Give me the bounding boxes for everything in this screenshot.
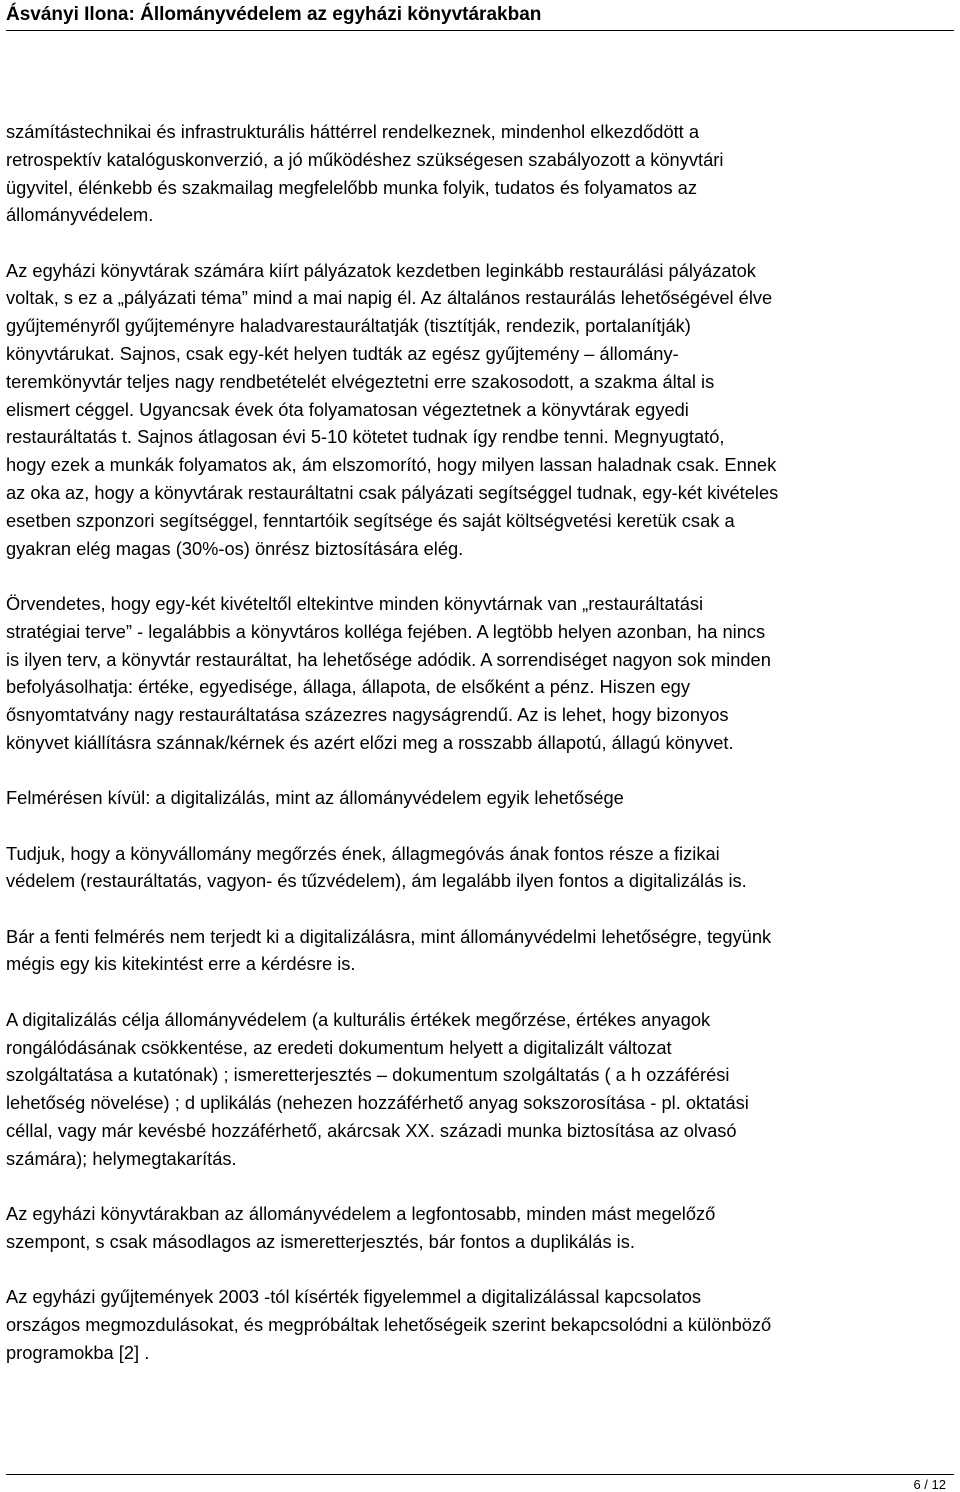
text-line: mégis egy kis kitekintést erre a kérdésre is. [6,953,356,975]
text-line: Örvendetes, hogy egy-két kivételtől eltekintve minden könyvtárnak van „restauráltatási [6,592,704,614]
text-line: Az egyházi gyűjtemények 2003 -tól kísérték figyelemmel a digitalizálással kapcsolatos [6,1286,702,1308]
text-line: gyakran elég magas (30%-os) önrész biztosítására elég. [6,537,464,559]
paragraph-4 [6,840,954,896]
page-number: 6 / 12 [913,1477,946,1492]
text-line: szempont, s csak másodlagos az ismeretterjesztés, bár fontos a duplikálás is. [6,1230,635,1252]
text-line: ősnyomtatvány nagy restauráltatása százezres nagyságrendű. Az is lehet, hogy bizonyos [6,704,729,726]
text-line: restauráltatás t. Sajnos átlagosan évi 5-10 kötetet tudnak így rendbe tenni. Megnyugtató, [6,426,725,448]
text-line: gyűjteményről gyűjteményre haladvarestauráltatják (tisztítják, rendezik, portalanítják) [6,315,691,337]
text-line: Az egyházi könyvtárak számára kiírt pályázatok kezdetben leginkább restaurálási pályázatok [6,259,756,281]
text-line: az oka az, hogy a könyvtárak restauráltatni csak pályázati segítséggel tudnak, egy-két kivételes [6,482,779,504]
text-line: retrospektív katalóguskonverzió, a jó működéshez szükségesen szabályozott a könyvtári [6,148,724,170]
page-header [6,0,954,31]
text-line: szolgáltatása a kutatónak) ; ismeretterjesztés – dokumentum szolgáltatás ( a h ozzáférési [6,1064,730,1086]
text-line: A digitalizálás célja állományvédelem (a kulturális értékek megőrzése, értékes anyagok [6,1008,711,1030]
text-line: elismert céggel. Ugyancsak évek óta folyamatosan végeztetnek a könyvtárak egyedi [6,398,689,420]
text-line: számára); helymegtakarítás. [6,1147,237,1169]
text-line: céllal, vagy már kevésbé hozzáférhető, akárcsak XX. századi munka biztosítása az olvasó [6,1119,737,1141]
text-line: hogy ezek a munkák folyamatos ak, ám elszomorító, hogy milyen lassan haladnak csak. Ennek [6,454,777,476]
paragraph-1 [6,118,954,229]
paragraph-6 [6,1006,954,1173]
text-line: számítástechnikai és infrastrukturális háttérrel rendelkeznek, mindenhol elkezdődött a [6,121,700,142]
document-title: Ásványi Ilona: Állományvédelem az egyházi könyvtárakban [6,4,542,25]
paragraph-8 [6,1283,954,1366]
text-line: Felmérésen kívül: a digitalizálás, mint az állományvédelem egyik lehetősége [6,787,624,809]
text-line: stratégiai terve” - legalábbis a könyvtáros kolléga fejében. A legtöbb helyen azonban, ha nincs [6,620,766,642]
text-line: állományvédelem. [6,204,154,226]
text-line: országos megmozdulásokat, és megpróbáltak lehetőségeik szerint bekapcsolódni a különböző [6,1313,772,1335]
text-line: befolyásolhatja: értéke, egyedisége, állaga, állapota, de elsőként a pénz. Hiszen egy [6,676,690,698]
text-line: programokba [2] . [6,1341,150,1363]
paragraph-7 [6,1200,954,1256]
text-line: rongálódásának csökkentése, az eredeti dokumentum helyett a digitalizált változat [6,1036,672,1058]
text-line: védelem (restauráltatás, vagyon- és tűzvédelem), ám legalább ilyen fontos a digitalizálás is. [6,870,747,892]
paragraph-5 [6,923,954,979]
text-line: voltak, s ez a „pályázati téma” mind a mai napig él. Az általános restaurálás lehetőségével élve [6,287,773,309]
section-heading-digitalization [6,784,954,812]
text-line: Az egyházi könyvtárakban az állományvédelem a legfontosabb, minden mást megelőző [6,1203,716,1224]
text-line: könyvtárukat. Sajnos, csak egy-két helyen tudták az egész gyűjtemény – állomány- [6,343,679,365]
paragraph-2 [6,257,954,563]
page-footer [6,1474,954,1492]
text-line: is ilyen terv, a könyvtár restauráltat, ha lehetősége adódik. A sorrendiséget nagyon sok minden [6,648,771,670]
text-line: Bár a fenti felmérés nem terjedt ki a digitalizálásra, mint állományvédelmi lehetőségre, tegyünk [6,925,772,947]
text-line: lehetőség növelése) ; d uplikálás (nehezen hozzáférhető anyag sokszorosítása - pl. oktatási [6,1092,749,1114]
text-line: Tudjuk, hogy a könyvállomány megőrzés ének, állagmegóvás ának fontos része a fizikai [6,842,720,864]
text-line: teremkönyvtár teljes nagy rendbetételét elvégeztetni erre szakosodott, a szakma által is [6,370,715,392]
text-line: ügyvitel, élénkebb és szakmailag megfelelőbb munka folyik, tudatos és folyamatos az [6,176,697,198]
text-line: esetben szponzori segítséggel, fenntartóik segítsége és saját költségvetési keretük csak a [6,509,735,531]
document-body [6,118,954,1366]
paragraph-3 [6,590,954,757]
text-line: könyvet kiállításra szánnak/kérnek és azért előzi meg a rosszabb állapotú, állagú könyvet. [6,731,734,753]
